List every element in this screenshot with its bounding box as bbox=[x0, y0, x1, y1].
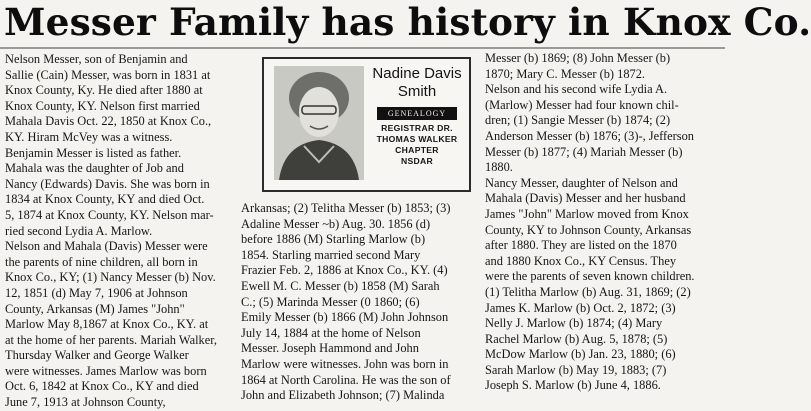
text-line: Ewell M. C. Messer (b) 1858 (M) Sarah bbox=[241, 278, 440, 293]
text-line: Emily Messer (b) 1866 (M) John Johnson bbox=[241, 310, 449, 325]
text-line: the parents of nine children, all born in bbox=[5, 254, 198, 269]
text-line: County, KY to Johnson County, Arkansas bbox=[485, 222, 692, 237]
affiliation-line: CHAPTER bbox=[395, 145, 439, 155]
text-line: C.; (5) Marinda Messer (0 1860; (6) bbox=[241, 294, 420, 309]
text-line: Benjamin Messer is listed as father. bbox=[5, 145, 182, 160]
text-line: Marlow were witnesses. John was born in bbox=[241, 356, 449, 371]
text-line: Nelly J. Marlow (b) 1874; (4) Mary bbox=[485, 316, 663, 331]
affiliation-line: NSDAR bbox=[400, 156, 434, 166]
text-line: Messer (b) 1877; (4) Mariah Messer (b) bbox=[485, 144, 683, 159]
text-line: Arkansas; (2) Telitha Messer (b) 1853; (3) bbox=[241, 201, 451, 215]
text-line: Knox County, KY. Nelson first married bbox=[5, 98, 200, 113]
text-line: Marlow May 8,1867 at Knox Co., KY. at bbox=[5, 317, 209, 332]
article-column-1 bbox=[5, 52, 238, 411]
columnist-box bbox=[262, 57, 471, 192]
text-line: County, Arkansas (M) James "John" bbox=[5, 301, 185, 316]
text-line: 1864 at North Carolina. He was the son of bbox=[241, 372, 451, 387]
text-line: Nelson Messer, son of Benjamin and bbox=[5, 52, 188, 66]
text-line: before 1886 (M) Starling Marlow (b) bbox=[241, 232, 426, 247]
text-line: KY. Hiram McVey was a witness. bbox=[5, 129, 173, 144]
article-column-2 bbox=[241, 201, 481, 404]
columnist-name-first: Nadine Davis bbox=[372, 65, 462, 82]
text-line: Adaline Messer ~b) Aug. 30. 1856 (d) bbox=[241, 216, 431, 231]
section-label: GENEALOGY bbox=[377, 107, 457, 120]
text-line: John and Elizabeth Johnson; (7) Malinda bbox=[241, 388, 445, 403]
text-line: Mahala (Davis) Messer and her husband bbox=[485, 191, 686, 206]
text-line: Nancy (Edwards) Davis. She was born in bbox=[5, 176, 210, 191]
affiliation-line: THOMAS WALKER bbox=[376, 134, 458, 144]
text-line: Mahala Davis Oct. 22, 1850 at Knox Co., bbox=[5, 114, 212, 129]
text-line: were witnesses. James Marlow was born bbox=[5, 363, 207, 378]
text-line: (Marlow) Messer had four known chil- bbox=[485, 97, 679, 112]
text-line: Rachel Marlow (b) Aug. 5, 1878; (5) bbox=[485, 331, 668, 346]
columnist-photo bbox=[274, 66, 364, 180]
text-line: Messer (b) 1869; (8) John Messer (b) bbox=[485, 51, 671, 65]
portrait-image bbox=[274, 66, 364, 180]
text-line: James "John" Marlow moved from Knox bbox=[485, 206, 689, 221]
columnist-name-last: Smith bbox=[397, 83, 437, 100]
text-line: Mahala was the daughter of Job and bbox=[5, 161, 184, 176]
text-line: Knox Co., KY; (1) Nancy Messer (b) Nov. bbox=[5, 270, 216, 285]
text-line: McDow Marlow (b) Jan. 23, 1880; (6) bbox=[485, 347, 676, 362]
text-line: Knox County, Ky. He died after 1880 at bbox=[5, 83, 203, 98]
text-line: Oct. 6, 1842 at Knox Co., KY and died bbox=[5, 379, 199, 394]
text-line: 1854. Starling married second Mary bbox=[241, 247, 421, 262]
text-line: Anderson Messer (b) 1876; (3)-, Jefferson bbox=[485, 128, 694, 143]
byline bbox=[368, 65, 466, 167]
text-line: 1880. bbox=[485, 160, 513, 175]
text-line: at the home of her parents. Mariah Walker, bbox=[5, 332, 217, 347]
text-line: after 1880. They are listed on the 1870 bbox=[485, 238, 677, 253]
affiliation-line: REGISTRAR DR. bbox=[381, 123, 453, 133]
text-line: 1870; Mary C. Messer (b) 1872. bbox=[485, 66, 646, 81]
text-line: Sarah Marlow (b) May 19, 1883; (7) bbox=[485, 362, 667, 377]
text-line: Nancy Messer, daughter of Nelson and bbox=[485, 175, 678, 190]
text-line: Joseph S. Marlow (b) June 4, 1886. bbox=[485, 378, 661, 393]
text-line: and 1880 Knox Co., KY Census. They bbox=[485, 253, 677, 268]
text-line: (1) Telitha Marlow (b) Aug. 31, 1869; (2) bbox=[485, 284, 691, 299]
text-line: James K. Marlow (b) Oct. 2, 1872; (3) bbox=[485, 300, 676, 315]
text-line: Messer. Joseph Hammond and John bbox=[241, 341, 419, 356]
text-line: 1834 at Knox County, KY and died Oct. bbox=[5, 192, 205, 207]
text-line: July 14, 1884 at the home of Nelson bbox=[241, 325, 421, 340]
text-line: June 7, 1913 at Johnson County, bbox=[5, 395, 166, 410]
text-line: ried second Lydia A. Marlow. bbox=[5, 223, 153, 238]
text-line: Thursday Walker and George Walker bbox=[5, 348, 189, 363]
text-line: 12, 1851 (d) May 7, 1906 at Johnson bbox=[5, 285, 188, 300]
text-line: were the parents of seven known children. bbox=[485, 269, 695, 284]
headline: Messer Family has history in Knox Co. bbox=[4, 0, 811, 44]
article-column-3 bbox=[485, 51, 719, 394]
text-line: Sallie (Cain) Messer, was born in 1831 at bbox=[5, 67, 211, 82]
text-line: Nelson and Mahala (Davis) Messer were bbox=[5, 239, 208, 254]
text-line: Nelson and his second wife Lydia A. bbox=[485, 82, 668, 97]
text-line: 5, 1874 at Knox County, KY. Nelson mar- bbox=[5, 207, 214, 222]
text-line: Frazier Feb. 2, 1886 at Knox Co., KY. (4) bbox=[241, 263, 448, 278]
headline-rule bbox=[0, 47, 725, 49]
text-line: dren; (1) Sangie Messer (b) 1874; (2) bbox=[485, 113, 671, 128]
